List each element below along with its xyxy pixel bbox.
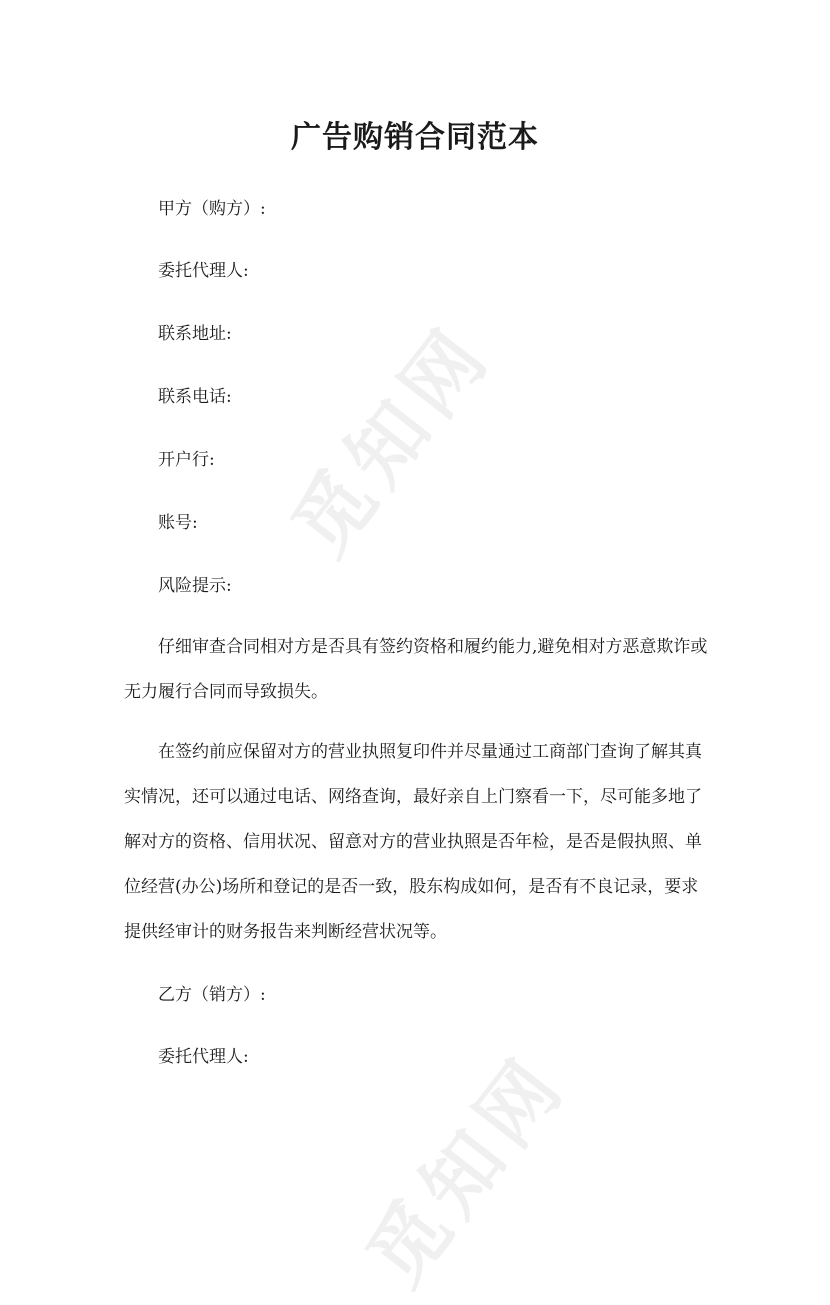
agent-b-label: 委托代理人: — [158, 1047, 249, 1067]
party-a-label: 甲方（购方）: — [158, 199, 266, 219]
risk-paragraph-1 — [124, 625, 714, 715]
watermark: 觅知网 — [275, 308, 510, 573]
address-label: 联系地址: — [158, 324, 232, 344]
watermark-bottom: 觅知网 — [350, 1038, 585, 1303]
risk-paragraph-2-text: 在签约前应保留对方的营业执照复印件并尽量通过工商部门查询了解其真实情况，还可以通过电话、网络查询，最好亲自上门察看一下，尽可能多地了解对方的资格、信用状况、留意对方的营业执照是否年检，是否是假执照、单位经营(办公)场所和登记的是否一致，股东构成如何，是否有不良记录，要求提供经审计的财务报告来判断经营状况等。 — [124, 742, 702, 942]
risk-label: 风险提示: — [158, 576, 232, 596]
risk-paragraph-1-text: 仔细审查合同相对方是否具有签约资格和履约能力,避免相对方恶意欺诈或无力履行合同而导致损失。 — [124, 637, 708, 702]
phone-label: 联系电话: — [158, 387, 232, 407]
account-label: 账号: — [158, 513, 198, 533]
risk-paragraph-2 — [124, 730, 714, 955]
document-title: 广告购销合同范本 — [291, 120, 539, 155]
bank-label: 开户行: — [158, 450, 215, 470]
agent-a-label: 委托代理人: — [158, 261, 249, 281]
party-b-label: 乙方（销方）: — [158, 985, 266, 1005]
